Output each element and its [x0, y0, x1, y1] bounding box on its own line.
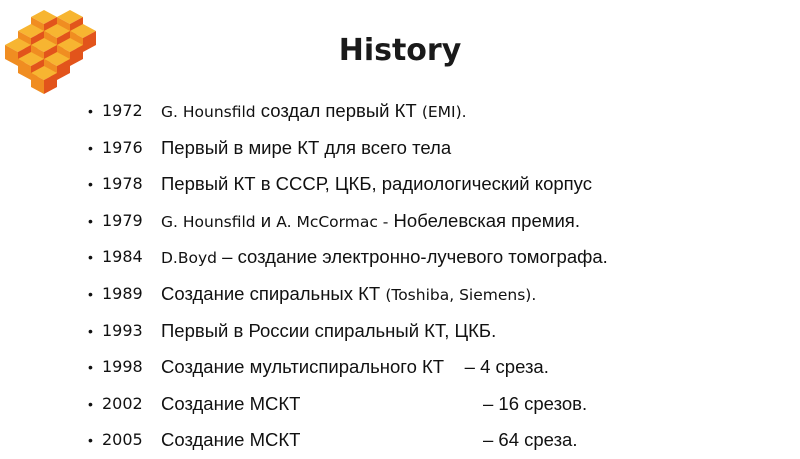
- bullet: •: [88, 359, 93, 376]
- item-text: Первый КТ в СССР, ЦКБ, радиологический корпус: [161, 173, 592, 195]
- item-year: 1984: [102, 247, 143, 267]
- bullet: •: [88, 432, 93, 449]
- item-year: 2005: [102, 430, 143, 450]
- bullet: •: [88, 249, 93, 266]
- item-text: Создание мультиспирального КТ – 4 среза.: [161, 356, 549, 378]
- bullet: •: [88, 322, 93, 339]
- item-suffix: – 64 среза.: [483, 429, 578, 451]
- item-year: 1998: [102, 357, 143, 377]
- bullet: •: [88, 103, 93, 119]
- item-year: 1978: [102, 174, 143, 194]
- item-text: G. Hounsfild создал первый КТ (EMI).: [161, 100, 467, 121]
- item-year: 1979: [102, 210, 143, 230]
- item-text: Первый в России спиральный КТ, ЦКБ.: [161, 319, 497, 341]
- item-year: 1989: [102, 283, 143, 303]
- item-year: 2002: [102, 393, 143, 413]
- bullet: •: [88, 212, 93, 229]
- item-year: 1976: [102, 137, 143, 157]
- item-text: Создание спиральных КТ (Toshiba, Siemens).: [161, 282, 537, 304]
- item-text: Создание МСКТ: [161, 392, 301, 414]
- bullet: •: [88, 139, 93, 156]
- item-text: D.Boyd – создание электронно-лучевого томографа.: [161, 246, 608, 268]
- bullet: •: [88, 176, 93, 193]
- item-suffix: – 16 срезов.: [483, 392, 588, 414]
- bullet: •: [88, 395, 93, 412]
- item-text: G. Hounsfild и A. McCormac - Нобелевская премия.: [161, 209, 580, 231]
- item-year: 1993: [102, 320, 143, 340]
- bullet: •: [88, 285, 93, 302]
- item-text: Первый в мире КТ для всего тела: [161, 136, 452, 158]
- item-year: 1972: [102, 101, 143, 120]
- slide-title: History: [338, 33, 462, 68]
- item-text: Создание МСКТ: [161, 429, 301, 451]
